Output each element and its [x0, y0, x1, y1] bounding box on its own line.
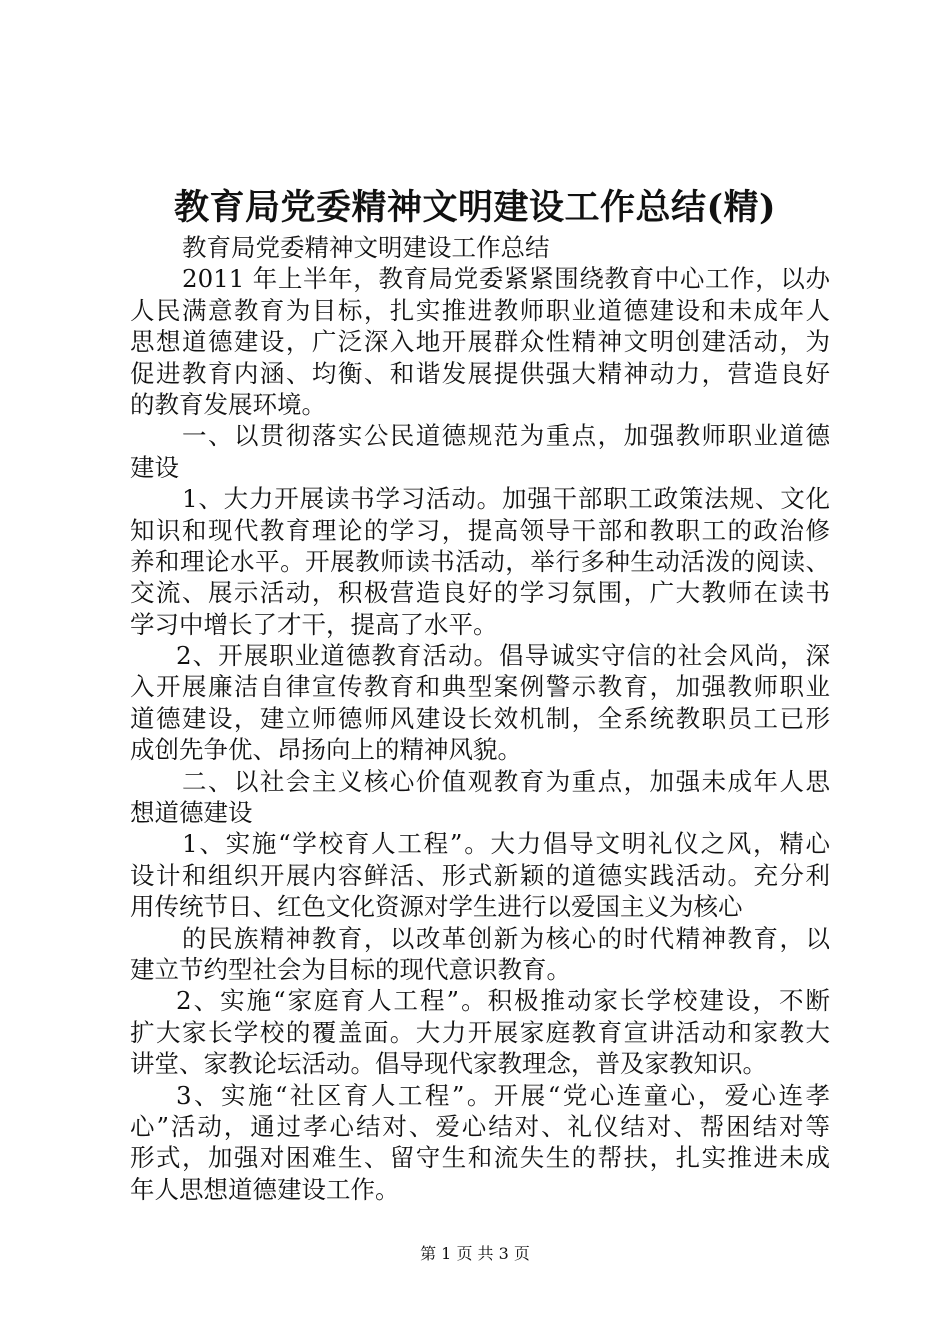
body-text-line: 道德建设，建立师德师风建设长效机制，全系统教职员工已形	[130, 703, 830, 733]
document-body	[130, 232, 830, 1205]
body-text-line: 设计和组织开展内容鲜活、形式新颖的道德实践活动。充分利	[130, 860, 830, 890]
body-text-line: 1、实施“学校育人工程”。大力倡导文明礼仪之风，精心	[182, 829, 830, 859]
body-text-line: 用传统节日、红色文化资源对学生进行以爱国主义为核心	[130, 892, 743, 922]
body-text-line: 建立节约型社会为目标的现代意识教育。	[130, 954, 571, 984]
body-text-line: 3、实施“社区育人工程”。开展“党心连童心，爱心连孝	[176, 1080, 830, 1110]
body-text-line: 养和理论水平。开展教师读书活动，举行多种生动活泼的阅读、	[130, 546, 830, 576]
body-text-line: 人民满意教育为目标，扎实推进教师职业道德建设和未成年人	[130, 295, 830, 325]
body-text-line: 促进教育内涵、均衡、和谐发展提供强大精神动力，营造良好	[130, 358, 830, 388]
page-footer: 第 1 页 共 3 页	[420, 1244, 530, 1263]
body-text-line: 的教育发展环境。	[130, 389, 326, 419]
document-title: 教育局党委精神文明建设工作总结(精)	[173, 187, 777, 228]
body-text-line: 知识和现代教育理论的学习，提高领导干部和教职工的政治修	[130, 515, 830, 545]
body-text-line: 2、开展职业道德教育活动。倡导诚实守信的社会风尚，深	[176, 641, 830, 671]
body-text-line: 1、大力开展读书学习活动。加强干部职工政策法规、文化	[182, 484, 830, 514]
body-text-line: 教育局党委精神文明建设工作总结	[182, 233, 550, 262]
body-text-line: 入开展廉洁自律宣传教育和典型案例警示教育，加强教师职业	[130, 672, 830, 702]
body-text-line: 心”活动，通过孝心结对、爱心结对、礼仪结对、帮困结对等	[130, 1111, 830, 1141]
body-text-line: 讲堂、家教论坛活动。倡导现代家教理念，普及家教知识。	[130, 1049, 767, 1079]
body-text-line: 想道德建设	[130, 798, 253, 828]
body-text-line: 2、实施“家庭育人工程”。积极推动家长学校建设，不断	[176, 986, 830, 1016]
body-text-line: 年人思想道德建设工作。	[130, 1174, 400, 1204]
body-text-line: 的民族精神教育，以改革创新为核心的时代精神教育，以	[182, 923, 830, 953]
body-text-line: 形式，加强对困难生、留守生和流失生的帮扶，扎实推进未成	[130, 1143, 830, 1173]
body-text-line: 2011 年上半年，教育局党委紧紧围绕教育中心工作，以办	[182, 264, 830, 294]
body-text-line: 思想道德建设，广泛深入地开展群众性精神文明创建活动，为	[130, 327, 830, 357]
body-text-line: 成创先争优、昂扬向上的精神风貌。	[130, 735, 522, 765]
body-text-line: 学习中增长了才干，提高了水平。	[130, 609, 498, 639]
body-text-line: 建设	[130, 452, 179, 482]
body-text-line: 一、以贯彻落实公民道德规范为重点，加强教师职业道德	[182, 421, 830, 451]
body-text-line: 交流、展示活动，积极营造良好的学习氛围，广大教师在读书	[130, 578, 830, 608]
body-text-line: 二、以社会主义核心价值观教育为重点，加强未成年人思	[182, 766, 830, 796]
body-text-line: 扩大家长学校的覆盖面。大力开展家庭教育宣讲活动和家教大	[130, 1017, 830, 1047]
